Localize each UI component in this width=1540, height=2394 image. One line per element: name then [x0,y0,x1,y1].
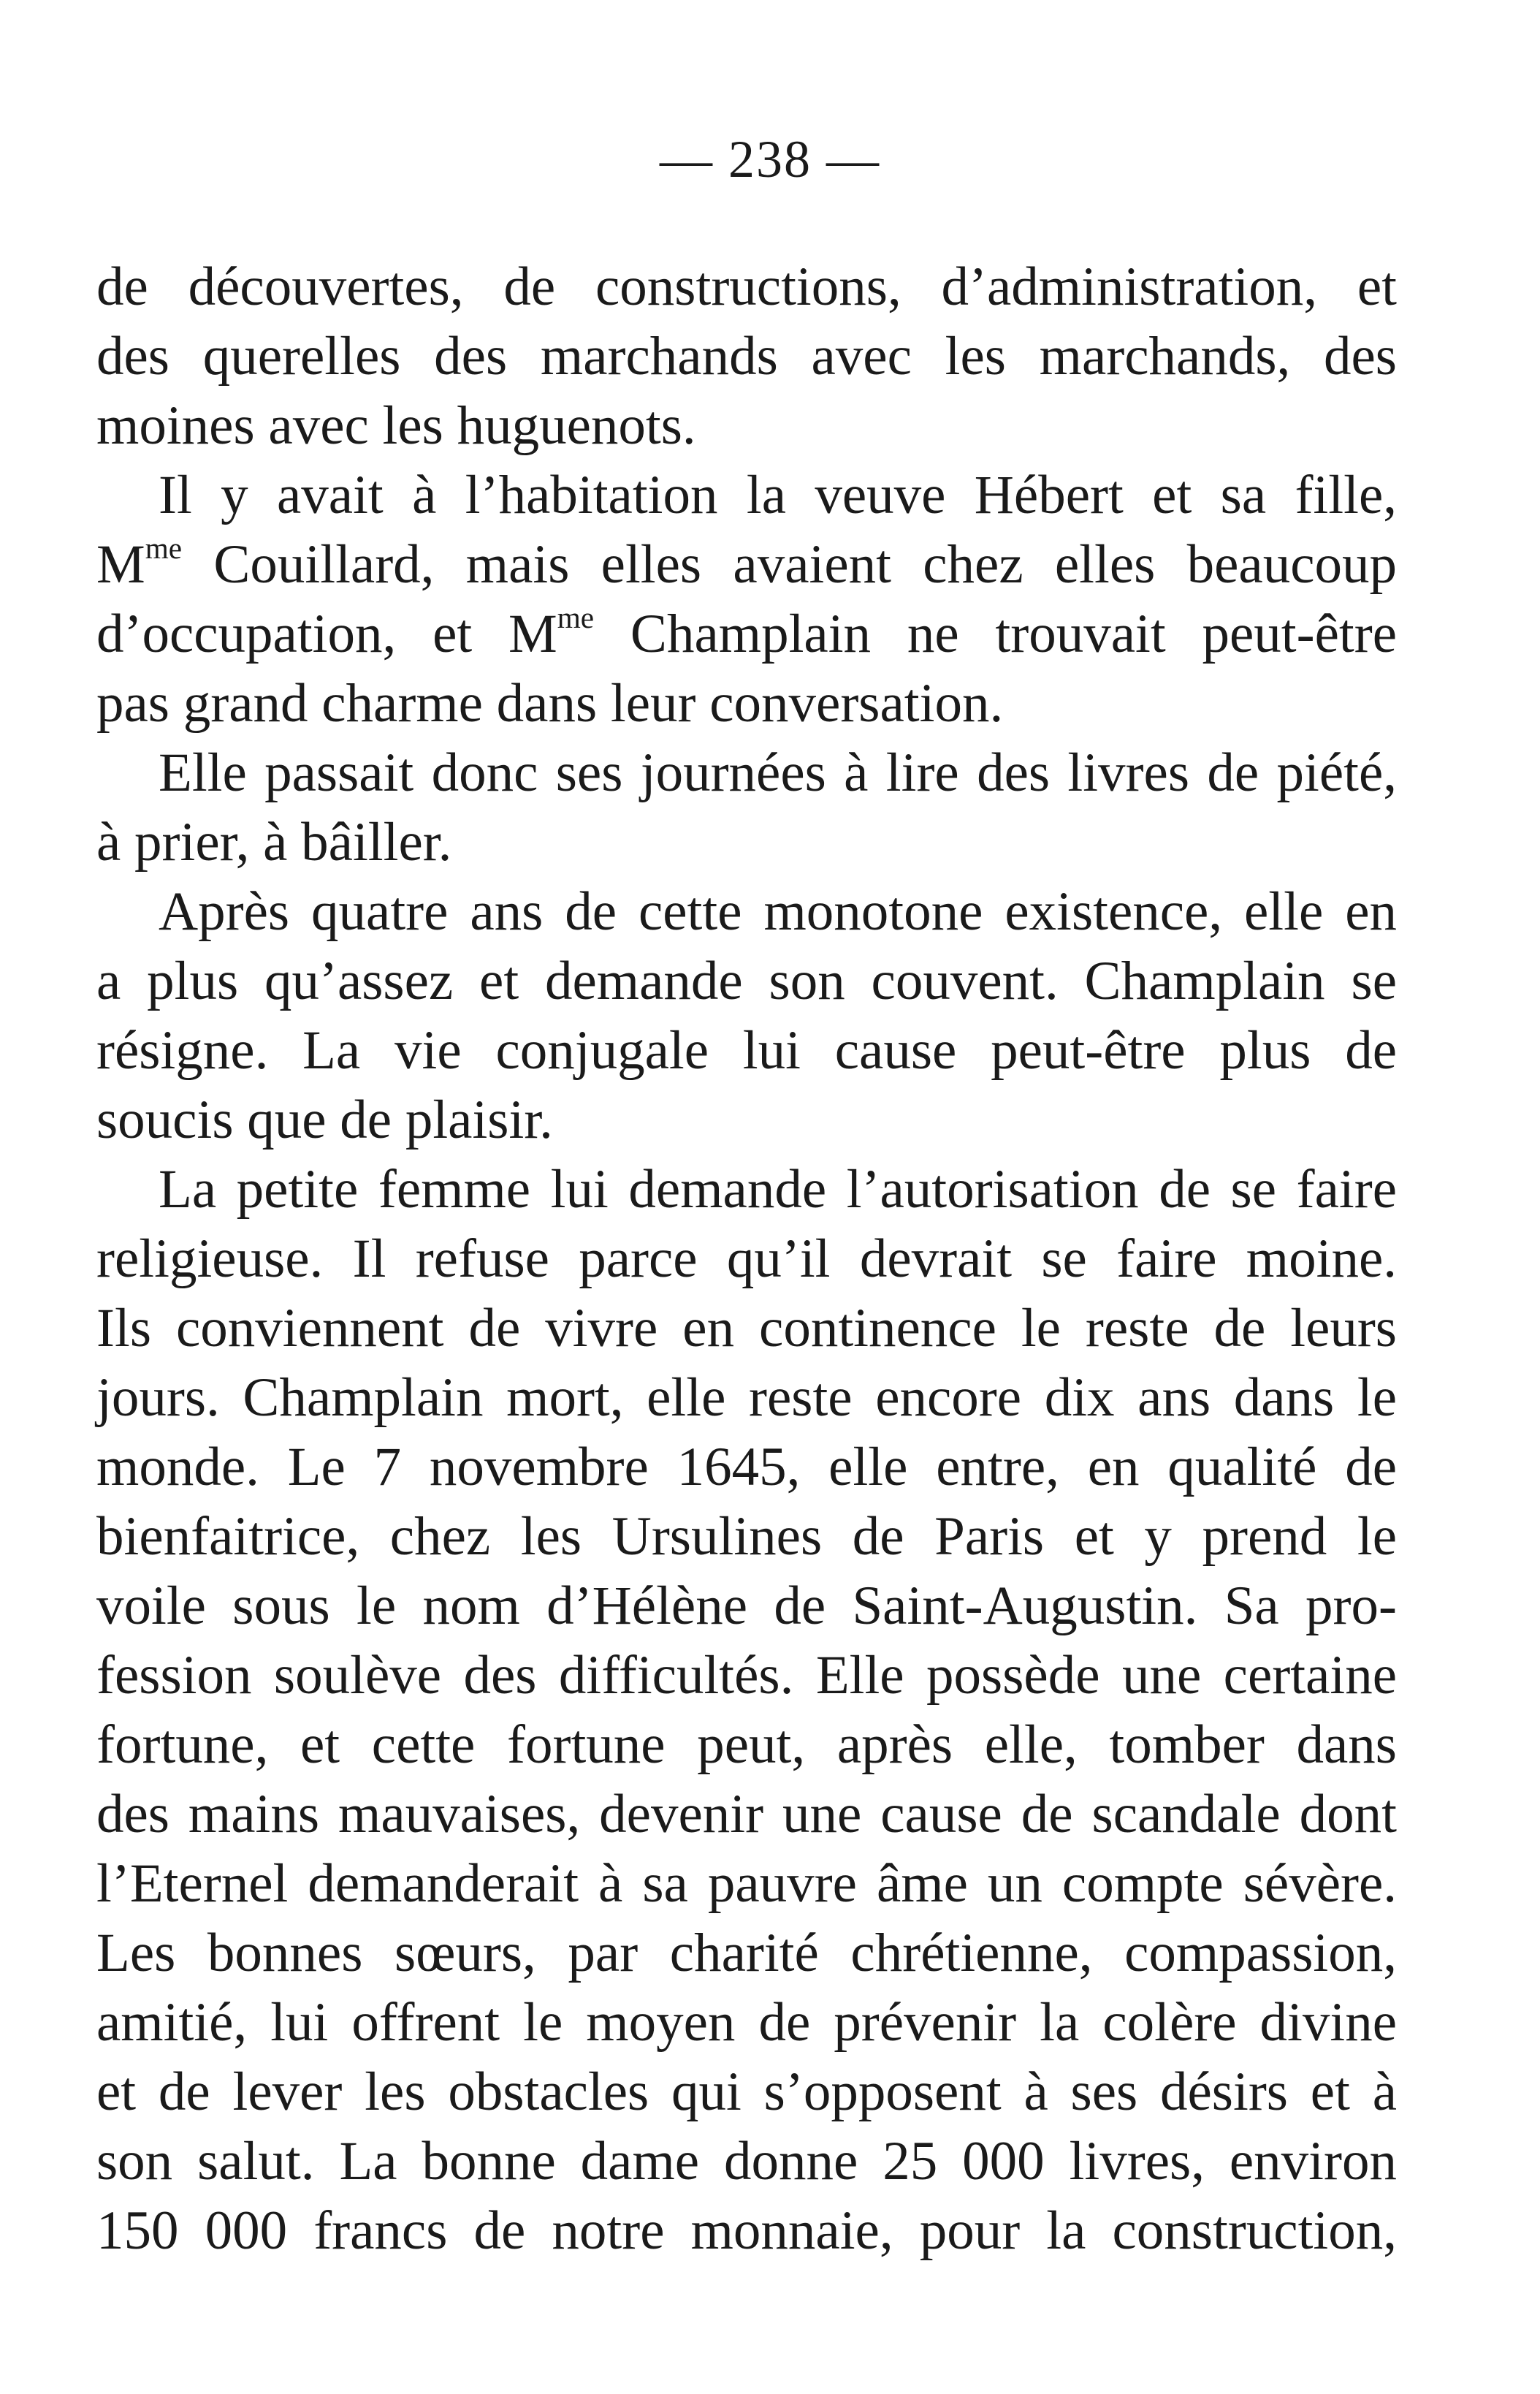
text-line: Les bonnes sœurs, par charité chrétienne, compassion, [96,1923,1397,1983]
text-line: La petite femme lui demande l’autorisation de se faire [159,1159,1397,1220]
superscript-title: me [145,531,183,565]
text-line: jours. Champlain mort, elle reste encore dix ans dans le [96,1367,1397,1428]
text-line: bienfaitrice, chez les Ursulines de Paris et y prend le [96,1506,1397,1567]
text-line: moines avec les huguenots. [96,395,696,456]
text-line: fession soulève des difficultés. Elle possède une certaine [96,1645,1397,1706]
text-line: des mains mauvaises, devenir une cause de scandale dont [96,1784,1397,1844]
text-line: Ils conviennent de vivre en continence le reste de leurs [96,1298,1397,1358]
text-line: a plus qu’assez et demande son couvent. Champlain se [96,951,1397,1011]
text-line: fortune, et cette fortune peut, après elle, tomber dans [96,1714,1397,1775]
text-line: son salut. La bonne dame donne 25 000 livres, environ [96,2131,1397,2192]
text-line: amitié, lui offrent le moyen de prévenir la colère divine [96,1992,1397,2053]
text-line: de découvertes, de constructions, d’administration, et [96,256,1397,317]
page-number: — 238 — [660,130,880,189]
text-line: $M^{me}$ Couillard, mais elles avaient chez elles beaucoup [96,531,1397,595]
text-line: Elle passait donc ses journées à lire des livres de piété, [159,742,1397,803]
body-text [96,252,1397,2265]
text-line: monde. Le 7 novembre 1645, elle entre, en qualité de [96,1437,1397,1497]
text-line: Il y avait à l’habitation la veuve Hébert et sa fille, [159,465,1397,525]
text-line: l’Eternel demanderait à sa pauvre âme un compte sévère. [96,1853,1397,1914]
superscript-title: me [557,601,595,634]
text-line: Après quatre ans de cette monotone existence, elle en [159,881,1397,942]
text-line: d’occupation, et $M^{me}$ Champlain ne trouvait peut-être [96,601,1397,664]
text-line: des querelles des marchands avec les marchands, des [96,326,1397,387]
text-line: 150 000 francs de notre monnaie, pour la construction, [96,2200,1397,2261]
text-line: et de lever les obstacles qui s’opposent à ses désirs et à [96,2062,1397,2122]
text-line: à prier, à bâiller. [96,812,452,873]
text-line: religieuse. Il refuse parce qu’il devrait se faire moine. [96,1228,1397,1289]
text-line: soucis que de plaisir. [96,1090,553,1150]
text-line: pas grand charme dans leur conversation. [96,673,1004,734]
text-line: résigne. La vie conjugale lui cause peut-être plus de [96,1020,1397,1081]
text-line: voile sous le nom d’Hélène de Saint-Augustin. Sa pro- [96,1576,1397,1636]
